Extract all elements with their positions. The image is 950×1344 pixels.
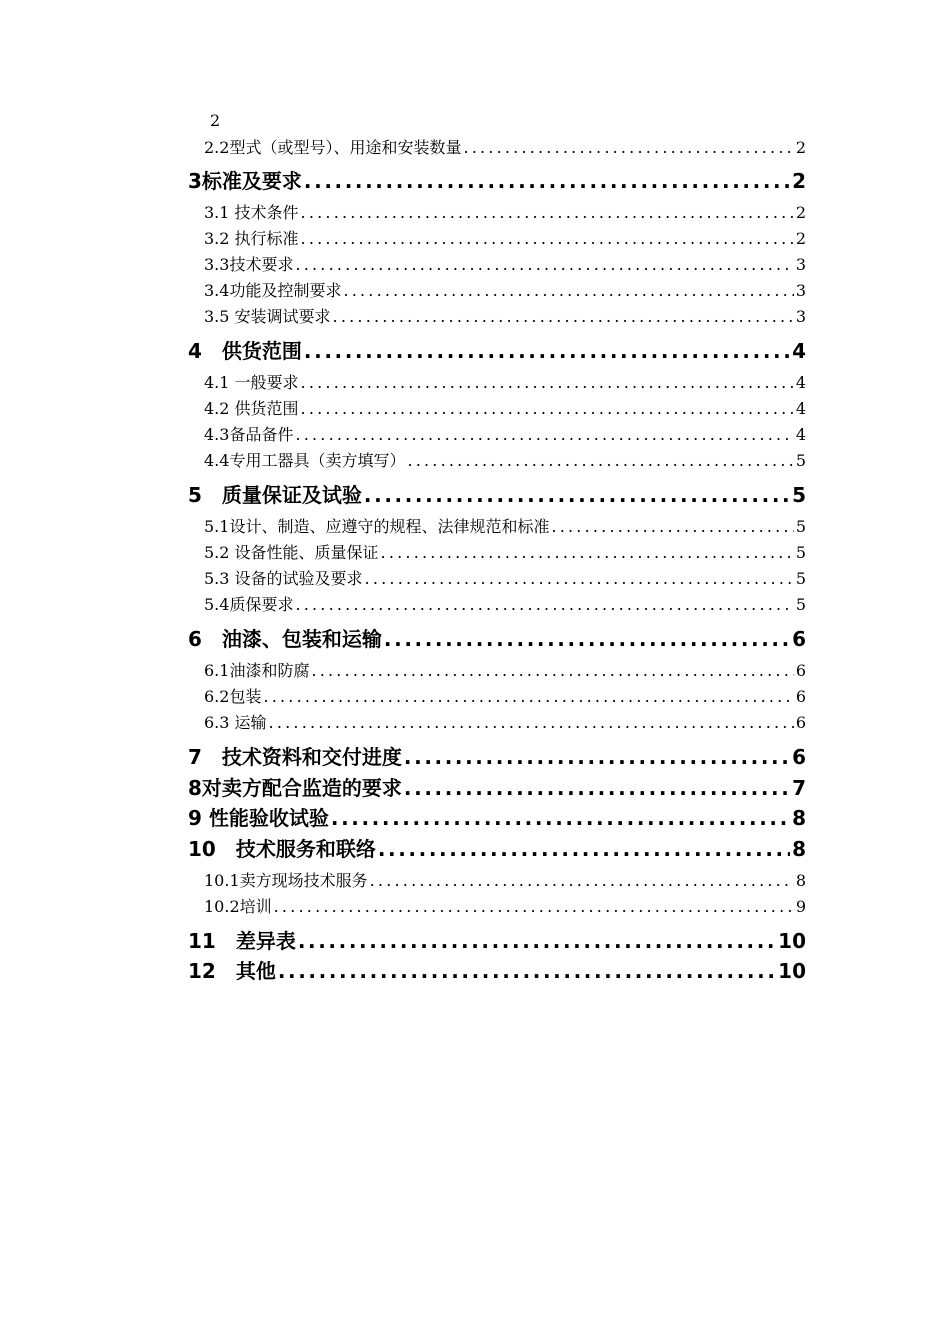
dot-leader xyxy=(384,626,790,652)
toc-entry-page: 6 xyxy=(795,661,806,680)
toc-entry-page: 2 xyxy=(795,138,806,157)
toc-entry[interactable] xyxy=(188,836,806,862)
toc-entry-page: 4 xyxy=(792,339,806,363)
dot-leader xyxy=(301,202,794,224)
toc-entry-page: 5 xyxy=(795,517,806,536)
dot-leader xyxy=(263,686,793,708)
toc-entry-page: 3 xyxy=(795,255,806,274)
toc-entry-page: 5 xyxy=(792,483,806,507)
dot-leader xyxy=(370,870,794,892)
toc-entry-title: 6.2包装 xyxy=(204,687,262,706)
dot-leader xyxy=(295,254,793,276)
toc-entry-page: 10 xyxy=(778,929,806,953)
toc-entry[interactable] xyxy=(188,958,806,984)
toc-entry-title: 6.1油漆和防腐 xyxy=(204,661,310,680)
toc-entry-page: 4 xyxy=(795,373,806,392)
toc-entry[interactable] xyxy=(188,626,806,652)
dot-leader xyxy=(404,744,790,770)
toc-entry-title: 11 差异表 xyxy=(188,929,296,953)
toc-entry[interactable] xyxy=(204,137,806,159)
toc-entry-title: 4.3备品备件 xyxy=(204,425,294,444)
toc-entry[interactable] xyxy=(204,280,806,302)
toc-entry-page: 3 xyxy=(795,281,806,300)
toc-entry[interactable] xyxy=(188,928,806,954)
dot-leader xyxy=(304,338,790,364)
toc-entry[interactable] xyxy=(204,660,806,682)
toc-entry[interactable] xyxy=(188,805,806,831)
toc-entry-page: 8 xyxy=(792,837,806,861)
dot-leader xyxy=(381,542,794,564)
dot-leader xyxy=(295,424,793,446)
toc-entry[interactable] xyxy=(204,568,806,590)
toc-entry-page: 2 xyxy=(795,203,806,222)
dot-leader xyxy=(333,306,794,328)
dot-leader xyxy=(298,928,776,954)
toc-entry[interactable] xyxy=(204,712,806,734)
toc-entry[interactable] xyxy=(204,424,806,446)
toc-entry-page: 3 xyxy=(795,307,806,326)
toc-entry-page: 5 xyxy=(795,569,806,588)
toc-entry-title: 10 技术服务和联络 xyxy=(188,837,376,861)
dot-leader xyxy=(331,805,790,831)
toc-entry-title: 4.2 供货范围 xyxy=(204,399,299,418)
toc-entry[interactable] xyxy=(204,896,806,918)
toc-entry-page: 4 xyxy=(795,425,806,444)
toc-entry[interactable] xyxy=(204,594,806,616)
toc-entry-title: 6.3 运输 xyxy=(204,713,267,732)
toc-entry-title: 5.4质保要求 xyxy=(204,595,294,614)
toc-entry[interactable] xyxy=(188,775,806,801)
toc-entry-page: 8 xyxy=(795,871,806,890)
toc-entry-page: 5 xyxy=(795,451,806,470)
continued-page-number: 2 xyxy=(210,111,221,130)
toc-entry[interactable] xyxy=(204,254,806,276)
toc-entry-title: 3.4功能及控制要求 xyxy=(204,281,342,300)
toc-entry-title: 3标准及要求 xyxy=(188,169,302,193)
toc-entry-page: 7 xyxy=(792,776,806,800)
dot-leader xyxy=(404,775,790,801)
toc-entry-page: 4 xyxy=(795,399,806,418)
toc-entry-title: 9 性能验收试验 xyxy=(188,806,329,830)
dot-leader xyxy=(364,482,790,508)
toc-entry[interactable] xyxy=(204,686,806,708)
toc-entry[interactable] xyxy=(188,482,806,508)
toc-entry-page: 8 xyxy=(792,806,806,830)
dot-leader xyxy=(407,450,793,472)
toc-entry-title: 12 其他 xyxy=(188,959,276,983)
toc-entry-title: 4 供货范围 xyxy=(188,339,302,363)
toc-entry[interactable] xyxy=(204,450,806,472)
dot-leader xyxy=(295,594,793,616)
toc-entry-title: 8对卖方配合监造的要求 xyxy=(188,776,402,800)
dot-leader xyxy=(343,280,793,302)
dot-leader xyxy=(278,958,776,984)
toc-entry-page: 2 xyxy=(795,229,806,248)
toc-entry-title: 3.2 执行标准 xyxy=(204,229,299,248)
toc-entry-title: 10.1卖方现场技术服务 xyxy=(204,871,368,890)
toc-entry-page: 5 xyxy=(795,543,806,562)
toc-entry-title: 6 油漆、包装和运输 xyxy=(188,627,382,651)
toc-entry[interactable] xyxy=(188,338,806,364)
toc-entry-title: 4.1 一般要求 xyxy=(204,373,299,392)
toc-entry-page: 5 xyxy=(795,595,806,614)
toc-entry[interactable] xyxy=(204,542,806,564)
dot-leader xyxy=(463,137,793,159)
toc-entry-title: 3.1 技术条件 xyxy=(204,203,299,222)
toc-entry[interactable] xyxy=(204,372,806,394)
toc-entry[interactable] xyxy=(204,870,806,892)
toc-entry-title: 3.3技术要求 xyxy=(204,255,294,274)
toc-entry[interactable] xyxy=(188,744,806,770)
toc-entry[interactable] xyxy=(204,516,806,538)
toc-entry-title: 5.1设计、制造、应遵守的规程、法律规范和标准 xyxy=(204,517,550,536)
toc-entry-page: 2 xyxy=(792,169,806,193)
dot-leader xyxy=(311,660,793,682)
dot-leader xyxy=(551,516,793,538)
toc-entry[interactable] xyxy=(188,168,806,194)
toc-entry-page: 9 xyxy=(795,897,806,916)
toc-entry-title: 10.2培训 xyxy=(204,897,272,916)
toc-entry-page: 10 xyxy=(778,959,806,983)
toc-entry-page: 6 xyxy=(795,713,806,732)
dot-leader xyxy=(365,568,794,590)
toc-entry[interactable] xyxy=(204,228,806,250)
dot-leader xyxy=(301,398,794,420)
toc-entry-title: 5.3 设备的试验及要求 xyxy=(204,569,363,588)
dot-leader xyxy=(274,896,794,918)
toc-entry-page: 6 xyxy=(792,627,806,651)
toc-entry-page: 6 xyxy=(792,745,806,769)
toc-entry-title: 7 技术资料和交付进度 xyxy=(188,745,402,769)
toc-entry-title: 5.2 设备性能、质量保证 xyxy=(204,543,379,562)
toc-entry-title: 3.5 安装调试要求 xyxy=(204,307,331,326)
toc-entry-page: 6 xyxy=(795,687,806,706)
toc-entry-title: 2.2型式（或型号）、用途和安装数量 xyxy=(204,138,462,157)
dot-leader xyxy=(301,372,794,394)
dot-leader xyxy=(301,228,794,250)
dot-leader xyxy=(304,168,790,194)
dot-leader xyxy=(378,836,790,862)
toc-entry-title: 4.4专用工器具（卖方填写） xyxy=(204,451,406,470)
toc-entry[interactable] xyxy=(204,306,806,328)
toc-entry-title: 5 质量保证及试验 xyxy=(188,483,362,507)
dot-leader xyxy=(269,712,794,734)
toc-entry[interactable] xyxy=(204,398,806,420)
toc-entry[interactable] xyxy=(204,202,806,224)
